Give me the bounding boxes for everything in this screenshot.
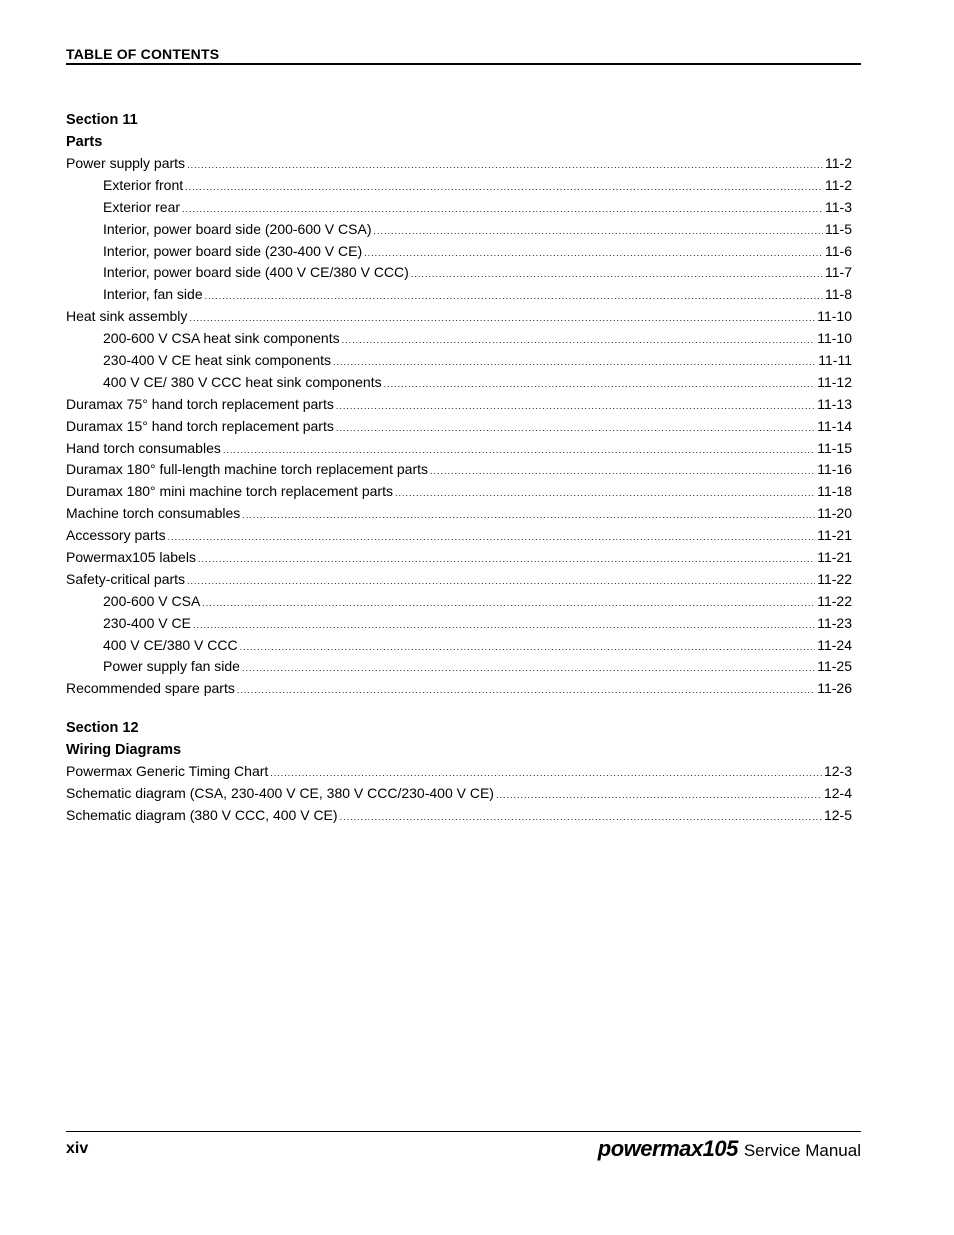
manual-suffix: Service Manual (743, 1141, 861, 1160)
toc-entry-label: Duramax 15° hand torch replacement parts (66, 417, 334, 434)
dot-leader (496, 785, 822, 807)
page-footer (66, 1131, 861, 1161)
toc-entry[interactable] (66, 262, 852, 284)
toc-entry-label: Interior, power board side (200-600 V CSA) (103, 220, 372, 237)
toc-entry[interactable] (66, 503, 852, 525)
dot-leader (336, 418, 815, 440)
toc-entry-page: 11-23 (817, 614, 852, 631)
toc-entry[interactable] (66, 219, 852, 241)
toc-entry-label: 400 V CE/ 380 V CCC heat sink components (103, 373, 382, 390)
dot-leader (242, 505, 815, 527)
toc-entry-page: 12-5 (823, 807, 852, 824)
toc-entry-page: 11-26 (817, 680, 852, 697)
toc-entry-label: Powermax Generic Timing Chart (66, 763, 269, 780)
header-title: TABLE OF CONTENTS (66, 46, 220, 62)
toc-entry-page: 11-21 (817, 549, 852, 566)
toc-entry[interactable] (66, 175, 852, 197)
toc-entry-page: 11-5 (825, 220, 852, 237)
toc-entry-page: 11-16 (817, 461, 852, 478)
section-title: Wiring Diagrams (66, 742, 182, 759)
toc-entry[interactable] (66, 525, 852, 547)
toc-entry-page: 11-22 (817, 592, 852, 609)
toc-entry-label: Safety-critical parts (66, 570, 186, 587)
toc-entry-page: 11-15 (817, 439, 852, 456)
dot-leader (223, 440, 815, 462)
toc-entry-page: 11-22 (817, 570, 852, 587)
toc-entry-label: Interior, fan side (103, 286, 203, 303)
toc-section-12 (66, 717, 852, 827)
dot-leader (182, 199, 823, 221)
toc-entry-label: Powermax105 labels (66, 549, 196, 566)
toc-entry[interactable] (66, 805, 852, 827)
dot-leader (205, 286, 823, 308)
toc-entry-label: 200-600 V CSA (103, 592, 201, 609)
dot-leader (340, 807, 822, 829)
toc-entry-label: Recommended spare parts (66, 680, 235, 697)
dot-leader (187, 571, 815, 593)
dot-leader (336, 396, 815, 418)
dot-leader (373, 221, 823, 243)
toc-entry[interactable] (66, 306, 852, 328)
dot-leader (240, 637, 816, 659)
toc-entry[interactable] (66, 153, 852, 175)
dot-leader (364, 243, 823, 265)
toc-entry[interactable] (66, 678, 852, 700)
toc-entry[interactable] (66, 197, 852, 219)
toc-entry[interactable] (66, 416, 852, 438)
dot-leader (237, 680, 815, 702)
toc-entry-label: Duramax 75° hand torch replacement parts (66, 395, 334, 412)
dot-leader (395, 483, 815, 505)
toc-entry-page: 11-20 (817, 505, 852, 522)
toc-entry-page: 12-4 (823, 785, 852, 802)
toc-entry-page: 11-7 (825, 264, 852, 281)
toc-entry[interactable] (66, 438, 852, 460)
section-title: Parts (66, 134, 103, 150)
brand-logo-text: powermax105 (597, 1136, 738, 1161)
section-number: Section 12 (66, 720, 139, 737)
manual-title (598, 1136, 861, 1162)
toc-entry-page: 11-13 (817, 395, 852, 412)
toc-entry[interactable] (66, 613, 852, 635)
toc-entry-label: Power supply fan side (103, 658, 240, 675)
toc-entry-label: Duramax 180° mini machine torch replacement parts (66, 483, 393, 500)
toc-entry-label: Duramax 180° full-length machine torch replacement parts (66, 461, 428, 478)
toc-entry[interactable] (66, 591, 852, 613)
dot-leader (168, 527, 816, 549)
toc-entry[interactable] (66, 459, 852, 481)
dot-leader (384, 374, 816, 396)
toc-entry-page: 11-18 (817, 483, 852, 500)
dot-leader (189, 308, 815, 330)
toc-entry[interactable] (66, 481, 852, 503)
toc-entry-label: Heat sink assembly (66, 308, 188, 325)
toc-entry[interactable] (66, 328, 852, 350)
page-number: xiv (66, 1140, 89, 1157)
toc-entry[interactable] (66, 569, 852, 591)
toc-entry-label: Machine torch consumables (66, 505, 241, 522)
dot-leader (185, 177, 823, 199)
toc-entry-page: 11-2 (825, 176, 852, 193)
toc-entry-page: 11-2 (825, 155, 852, 171)
toc-entry-label: Hand torch consumables (66, 439, 221, 456)
toc-entry-page: 11-21 (817, 527, 852, 544)
toc-entry-page: 11-24 (817, 636, 852, 653)
toc-entry-label: Interior, power board side (400 V CE/380 V CCC) (103, 264, 409, 281)
toc-entry[interactable] (66, 284, 852, 306)
toc-entry-label: 200-600 V CSA heat sink components (103, 330, 340, 347)
toc-entry[interactable] (66, 547, 852, 569)
toc-entry-page: 12-3 (823, 763, 852, 780)
dot-leader (198, 549, 815, 571)
toc-entry-list (66, 761, 852, 827)
toc-entry-label: Exterior front (103, 176, 184, 193)
toc-entry-page: 11-10 (817, 330, 852, 347)
toc-entry[interactable] (66, 241, 852, 263)
dot-leader (411, 264, 823, 286)
toc-entry-label: Schematic diagram (CSA, 230-400 V CE, 380 V CCC/230-400 V CE) (66, 785, 494, 802)
page-header (66, 46, 861, 65)
toc-entry-label: Accessory parts (66, 527, 166, 544)
dot-leader (342, 330, 816, 352)
toc-entry[interactable] (66, 635, 852, 657)
toc-entry[interactable] (66, 761, 852, 783)
dot-leader (333, 352, 816, 374)
toc-entry-page: 11-11 (818, 352, 852, 369)
toc-entry-page: 11-12 (817, 373, 852, 390)
toc-entry[interactable] (66, 656, 852, 678)
toc-entry-page: 11-8 (825, 286, 852, 303)
toc-entry-label: Interior, power board side (230-400 V CE) (103, 242, 363, 259)
toc-entry-label: 230-400 V CE (103, 614, 191, 631)
toc-section-11 (66, 109, 852, 700)
toc-entry-page: 11-6 (825, 242, 852, 259)
dot-leader (270, 763, 822, 785)
toc-entry-page: 11-3 (825, 198, 852, 215)
toc-entry-label: 400 V CE/380 V CCC (103, 636, 238, 653)
dot-leader (242, 658, 815, 680)
dot-leader (193, 615, 815, 637)
toc-entry-label: 230-400 V CE heat sink components (103, 352, 332, 369)
toc-entry[interactable] (66, 372, 852, 394)
toc-entry-label: Power supply parts (66, 155, 186, 171)
toc-entry-page: 11-25 (817, 658, 852, 675)
section-number: Section 11 (66, 112, 138, 128)
toc-entry[interactable] (66, 350, 852, 372)
dot-leader (202, 593, 815, 615)
dot-leader (430, 461, 815, 483)
toc-entry-label: Schematic diagram (380 V CCC, 400 V CE) (66, 807, 338, 824)
toc-entry[interactable] (66, 783, 852, 805)
dot-leader (187, 155, 823, 177)
toc-content (66, 109, 852, 844)
toc-entry[interactable] (66, 394, 852, 416)
toc-entry-page: 11-14 (817, 417, 852, 434)
toc-entry-list (66, 153, 852, 700)
toc-entry-label: Exterior rear (103, 198, 181, 215)
toc-entry-page: 11-10 (817, 308, 852, 325)
